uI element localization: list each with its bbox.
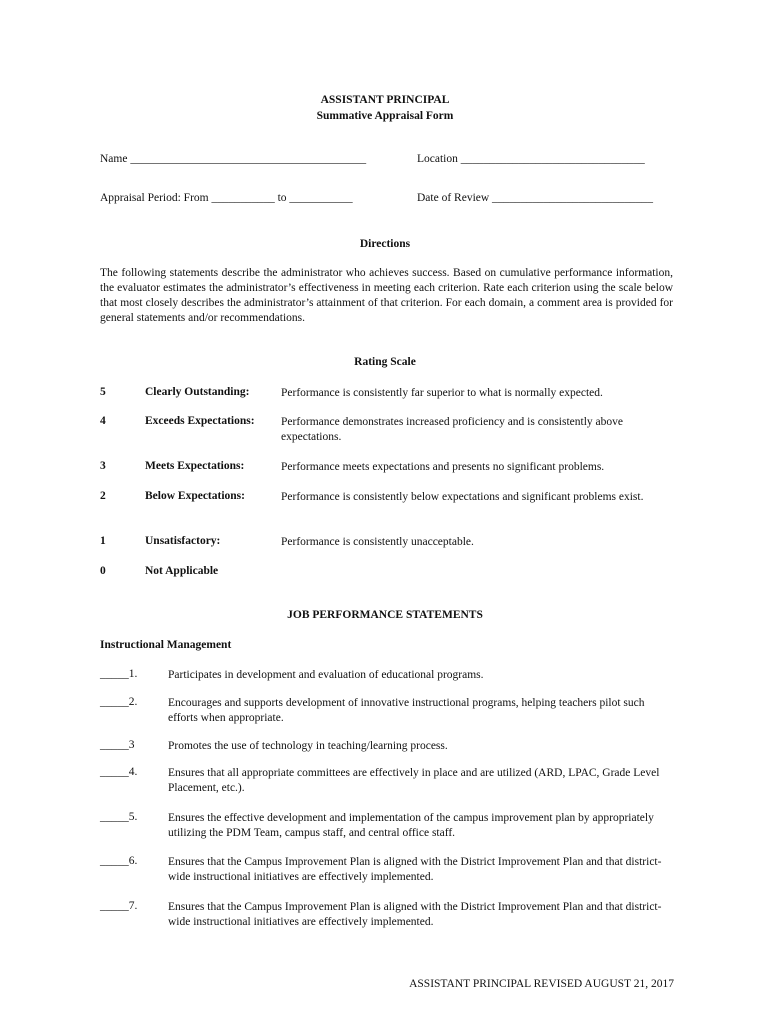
rating-label: Unsatisfactory: bbox=[145, 535, 221, 547]
rating-label: Meets Expectations: bbox=[145, 460, 245, 472]
rating-number: 3 bbox=[100, 460, 106, 472]
rating-blank[interactable]: _____3 bbox=[100, 739, 135, 751]
rating-number: 1 bbox=[100, 535, 106, 547]
rating-description: Performance is consistently far superior to what is normally expected. bbox=[281, 387, 603, 399]
rating-blank[interactable]: _____6. bbox=[100, 855, 138, 867]
rating-description: Performance demonstrates increased proficiency and is consistently above expectations. bbox=[281, 416, 624, 443]
directions-text: The following statements describe the administrator who achieves success. Based on cumulative performance information, the evaluator estimates the administrator’s effectiveness in meeting each criterion. Rate each criterion using the scale below that most closely describes the administrator’s attainment of that criterion. For each domain, a comment area is provided for general statements and/or recommendations. bbox=[100, 267, 673, 324]
rating-label: Below Expectations: bbox=[145, 490, 245, 502]
statement-text: Ensures that the Campus Improvement Plan is aligned with the District Improvement Plan and that district-wide instructional initiatives are effectively implemented. bbox=[168, 856, 662, 883]
statement-text: Promotes the use of technology in teaching/learning process. bbox=[168, 740, 448, 752]
section-heading-instructional-management: Instructional Management bbox=[100, 639, 232, 651]
rating-label: Clearly Outstanding: bbox=[145, 386, 250, 398]
statement-text: Ensures the effective development and implementation of the campus improvement plan by appropriately utilizing the PDM Team, campus staff, and central office staff. bbox=[168, 812, 654, 839]
rating-scale-heading: Rating Scale bbox=[354, 356, 416, 368]
form-title: ASSISTANT PRINCIPAL bbox=[320, 94, 450, 106]
rating-description: Performance is consistently below expectations and significant problems exist. bbox=[281, 491, 644, 503]
directions-heading: Directions bbox=[359, 238, 411, 250]
rating-number: 2 bbox=[100, 490, 106, 502]
statement-text: Ensures that all appropriate committees are effectively in place and are utilized (ARD, LPAC, Grade Level Placement, etc.). bbox=[168, 767, 660, 794]
rating-blank[interactable]: _____2. bbox=[100, 696, 138, 708]
rating-description: Performance is consistently unacceptable. bbox=[281, 536, 474, 548]
rating-label: Exceeds Expectations: bbox=[145, 415, 255, 427]
date-of-review-field[interactable]: Date of Review ____________________________ bbox=[417, 192, 654, 204]
location-field[interactable]: Location ________________________________ bbox=[417, 153, 645, 165]
form-subtitle: Summative Appraisal Form bbox=[316, 110, 454, 122]
rating-description: Performance meets expectations and presents no significant problems. bbox=[281, 461, 605, 473]
job-performance-heading: JOB PERFORMANCE STATEMENTS bbox=[287, 609, 483, 621]
rating-blank[interactable]: _____7. bbox=[100, 900, 138, 912]
page-footer: ASSISTANT PRINCIPAL REVISED AUGUST 21, 2017 bbox=[409, 978, 674, 990]
statement-text: Encourages and supports development of innovative instructional programs, helping teachers pilot such efforts when appropriate. bbox=[168, 697, 645, 724]
rating-blank[interactable]: _____4. bbox=[100, 766, 138, 778]
appraisal-period-field[interactable]: Appraisal Period: From ___________ to ___________ bbox=[100, 192, 353, 204]
statement-text: Participates in development and evaluation of educational programs. bbox=[168, 669, 484, 681]
rating-blank[interactable]: _____1. bbox=[100, 668, 138, 680]
statement-text: Ensures that the Campus Improvement Plan is aligned with the District Improvement Plan and that district-wide instructional initiatives are effectively implemented. bbox=[168, 901, 662, 928]
rating-label: Not Applicable bbox=[145, 565, 219, 577]
rating-number: 4 bbox=[100, 415, 106, 427]
rating-number: 5 bbox=[100, 386, 106, 398]
name-field[interactable]: Name _________________________________________ bbox=[100, 153, 367, 165]
rating-number: 0 bbox=[100, 565, 106, 577]
rating-blank[interactable]: _____5. bbox=[100, 811, 138, 823]
